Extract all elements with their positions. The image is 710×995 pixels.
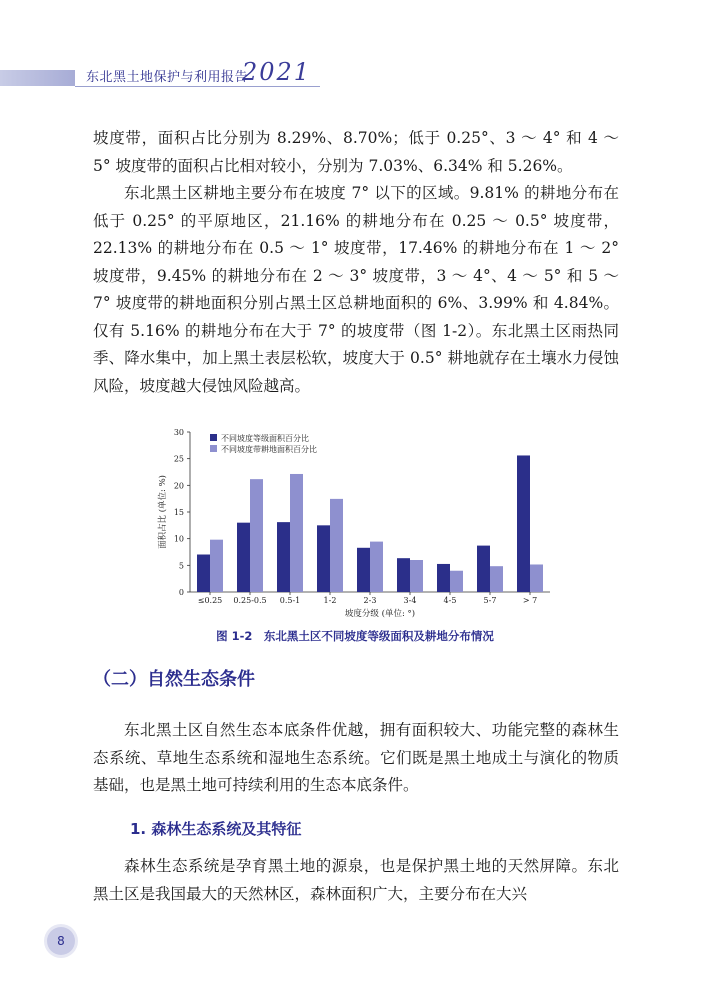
- y-tick-label: 30: [173, 428, 184, 437]
- bar-farmland-area: [250, 479, 263, 592]
- x-tick-label: 4-5: [443, 596, 457, 605]
- x-tick-label: 1-2: [323, 596, 337, 605]
- bar-slope-area: [317, 525, 330, 592]
- y-tick-label: 10: [173, 534, 184, 544]
- section-heading: （二）自然生态条件: [93, 669, 255, 690]
- paragraph-text: 东北黑土区自然生态本底条件优越，拥有面积较大、功能完整的森林生态系统、草地生态系统和湿地生态系统。它们既是黑土地成土与演化的物质基础，也是黑土地可持续利用的生态本底条件。: [93, 721, 619, 794]
- paragraph-text: 坡度带，面积占比分别为 8.29%、8.70%；低于 0.25°、3 ～ 4° 和 4 ～ 5° 坡度带的面积占比相对较小，分别为 7.03%、6.34% 和 5.26%。: [93, 129, 619, 175]
- figure-caption: 图 1-2 东北黑土区不同坡度等级面积及耕地分布情况: [216, 629, 494, 643]
- bar-chart-svg: [150, 420, 560, 620]
- header-band: [0, 70, 75, 86]
- bar-slope-area: [397, 558, 410, 592]
- bar-slope-area: [357, 548, 370, 592]
- x-tick-label: 3-4: [403, 596, 417, 605]
- slope-distribution-chart: [150, 420, 560, 620]
- paragraph-text: 东北黑土区耕地主要分布在坡度 7° 以下的区域。9.81% 的耕地分布在低于 0.25° 的平原地区，21.16% 的耕地分布在 0.25 ～ 0.5° 坡度带，22.13% 的耕地分布在 0.5 ～ 1° 坡度带，17.46% 的耕地分布在 1 ～ 2° 坡度带，9.45% 的耕地分布在 2 ～ 3° 坡度带，3 ～ 4°、4 ～ 5° 和 5 ～ 7° 坡度带的耕地面积分别占黑土区总耕地面积的 6%、3.99% 和 4.84%。仅有 5.16% 的耕地分布在大于 7° 的坡度带（图 1-2）。东北黑土区雨热同季、降水集中，加上黑土表层松软，坡度大于 0.5° 耕地就存在土壤水力侵蚀风险，坡度越大侵蚀风险越高。: [93, 184, 619, 395]
- x-tick-label: 0.25-0.5: [233, 596, 267, 605]
- bar-slope-area: [277, 522, 290, 592]
- legend-label: 不同坡度等级面积百分比: [221, 434, 309, 443]
- bar-farmland-area: [210, 540, 223, 592]
- bar-slope-area: [517, 455, 530, 592]
- bar-farmland-area: [450, 571, 463, 592]
- y-axis-title: 面积占比 (单位: %): [158, 475, 168, 549]
- bar-farmland-area: [530, 564, 543, 592]
- x-tick-label: ≤0.25: [197, 596, 223, 605]
- page-number: 8: [47, 927, 75, 955]
- bar-slope-area: [437, 564, 450, 592]
- x-tick-label: 5-7: [483, 596, 497, 605]
- sub-heading: 1. 森林生态系统及其特征: [130, 820, 302, 838]
- x-tick-label: 2-3: [363, 596, 377, 605]
- bar-farmland-area: [490, 566, 503, 592]
- y-tick-label: 20: [173, 481, 184, 491]
- report-title: 东北黑土地保护与利用报告: [86, 70, 249, 85]
- bar-farmland-area: [410, 560, 423, 592]
- paragraph-slope-farmland: [93, 180, 619, 400]
- legend-swatch: [210, 434, 217, 441]
- report-year: 2021: [242, 58, 312, 86]
- y-tick-label: 15: [173, 508, 184, 517]
- y-tick-label: 0: [178, 588, 184, 597]
- x-axis-title: 坡度分级 (单位: °): [344, 609, 416, 619]
- y-tick-label: 5: [178, 561, 184, 571]
- y-tick-label: 25: [173, 454, 184, 464]
- x-tick-label: > 7: [522, 596, 538, 605]
- paragraph-forest: [93, 853, 619, 908]
- bar-slope-area: [477, 546, 490, 592]
- bar-farmland-area: [290, 474, 303, 592]
- bar-farmland-area: [330, 499, 343, 592]
- legend-swatch: [210, 445, 217, 452]
- bar-slope-area: [237, 523, 250, 592]
- paragraph-continued: [93, 125, 619, 180]
- x-tick-label: 0.5-1: [279, 596, 301, 605]
- bar-slope-area: [197, 555, 210, 592]
- paragraph-ecology: [93, 717, 619, 800]
- header-rule: [75, 86, 320, 87]
- legend-label: 不同坡度带耕地面积百分比: [221, 445, 317, 454]
- paragraph-text: 森林生态系统是孕育黑土地的源泉，也是保护黑土地的天然屏障。东北黑土区是我国最大的天然林区，森林面积广大，主要分布在大兴: [93, 857, 619, 903]
- bar-farmland-area: [370, 542, 383, 592]
